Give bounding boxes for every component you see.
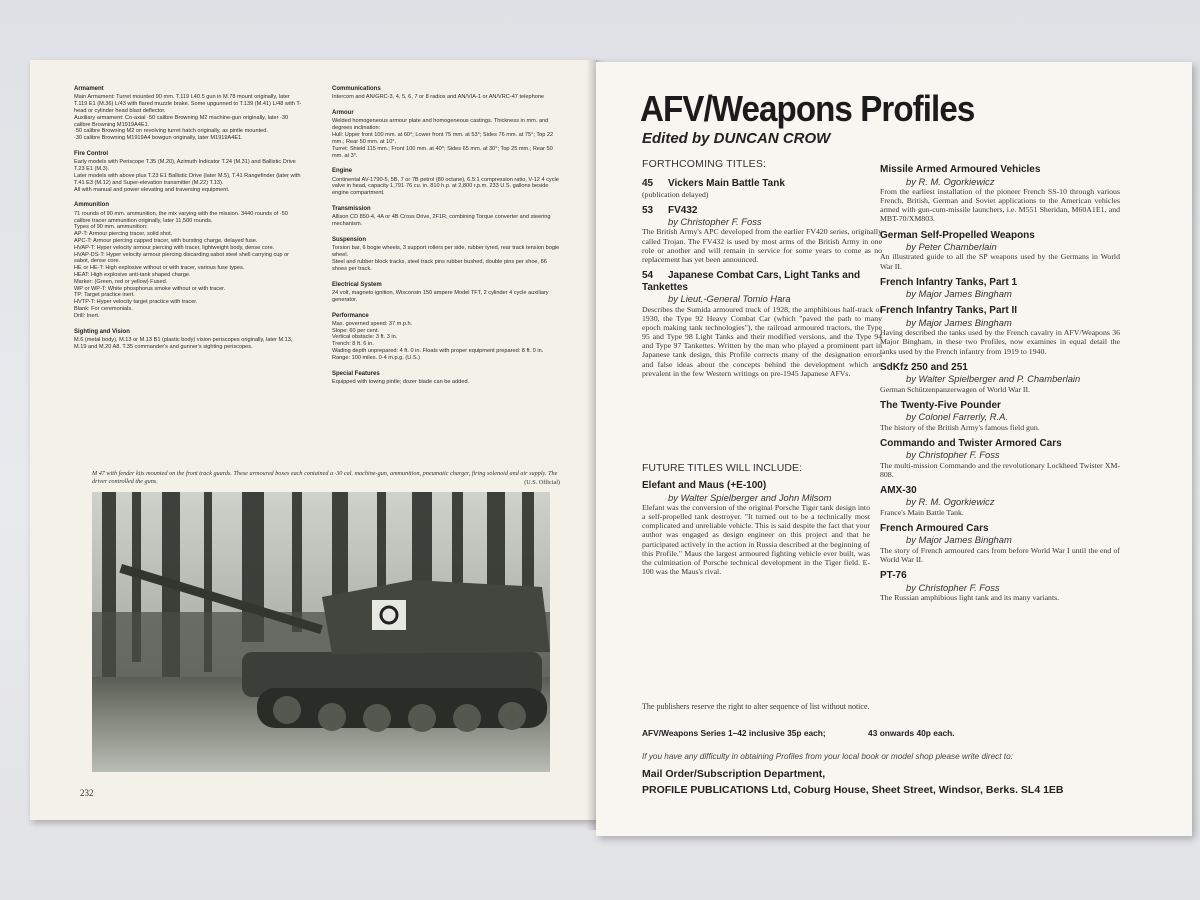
spec-section: [332, 86, 560, 101]
entry-author: by Christopher F. Foss: [906, 581, 1000, 593]
spec-heading: Electrical System: [332, 281, 382, 288]
entry-author: by Peter Chamberlain: [906, 241, 997, 253]
spec-line: AP-T: Armour piercing tracer, solid shot.: [74, 231, 173, 238]
series-title: AFV/Weapons Profiles: [640, 88, 975, 129]
spec-line: Blank: For ceremonials.: [74, 306, 133, 313]
spec-line: HVAP-DS-T: Hyper velocity armour piercing discarding sabot steel shell carrying cup or sabot, dense core.: [74, 251, 290, 265]
left-page: [30, 60, 596, 820]
spec-heading: Suspension: [332, 237, 367, 243]
spec-line: All with manual and power elevating and traversing equipment.: [74, 186, 230, 193]
title-entry: [880, 277, 1120, 300]
entry-title: German Self-Propelled Weapons: [880, 229, 1035, 241]
entry-number: 54: [642, 270, 654, 282]
spec-column-2: [332, 86, 560, 395]
entry-title: Missile Armed Armoured Vehicles: [880, 164, 1041, 175]
entry-author: by Christopher F. Foss: [668, 216, 762, 228]
entry-title: [642, 270, 882, 293]
entry-author: by Lieut.-General Tomio Hara: [668, 293, 791, 305]
entry-title: [642, 178, 882, 190]
spec-line: Slope: 60 per cent.: [332, 327, 379, 334]
title-entry: [880, 305, 1120, 355]
entry-title: AMX-30: [880, 484, 917, 496]
entry-description: From the earliest installation of the pioneer French SS-10 through various French, British, German and Soviet applications to the American vehicles armed with gun-cum-missile launchers, i.e. M551 Sheridan, M60A1E1, and MBT-70/XM803.: [880, 186, 1120, 224]
spec-section: [332, 282, 560, 304]
spec-column-1: [74, 86, 304, 360]
spec-line: Early models with Periscope T.35 (M.20), Azimuth Indicator T.24 (M.31) and Ballistic Drive T.23 E1 (M.3).: [74, 159, 296, 173]
tank-photo-illustration: [92, 492, 550, 772]
spec-line: Equipped with towing pintle; dozer blade can be added.: [332, 379, 470, 385]
entry-title: PT-76: [880, 570, 907, 582]
caption-credit: (U.S. Official): [524, 478, 560, 486]
entry-title: French Armoured Cars: [880, 522, 989, 534]
entry-title: The Twenty-Five Pounder: [880, 399, 1001, 411]
spec-section: [332, 168, 560, 197]
spec-section: [74, 86, 304, 142]
entry-number: 45: [642, 178, 654, 189]
spec-heading: Communications: [332, 86, 381, 92]
price-line: [642, 728, 995, 738]
spec-line: Wading depth unprepared: 4 ft. 0 in. Floats with proper equipment prepared: 8 ft. 0 in.: [332, 348, 544, 355]
entry-title: Elefant and Maus (+E-100): [642, 480, 767, 491]
spec-heading: Sighting and Vision: [74, 328, 130, 335]
mail-order-line: Mail Order/Subscription Department,: [642, 768, 826, 780]
title-entry: [880, 438, 1120, 479]
spec-heading: Armour: [332, 110, 354, 117]
spec-line: Later models with above plus T.23 E1 Ballistic Drive (later M.5), T.41 Rangefinder (later with T.41 E3 (M.12) and Super-elevation transmitter (M.22) T.13).: [74, 172, 301, 186]
entry-title: French Infantry Tanks, Part 1: [880, 276, 1018, 288]
spec-line: ·30 calibre Browning M1919A4 bowgun originally, later M1919A4E1.: [74, 135, 243, 142]
spec-section: [74, 202, 304, 319]
series-editor: Edited by DUNCAN CROW: [642, 130, 831, 147]
spec-line: Vertical obstacle: 3 ft. 3 in.: [332, 334, 398, 341]
spec-line: M.6 (metal body), M.13 or M.13 B1 (plastic body) vision periscopes originally, later M.13, M.19 and M.20 A8. T.35 commander's and gunner's sighting periscopes.: [74, 337, 293, 350]
entry-title: Commando and Twister Armored Cars: [880, 437, 1062, 449]
entry-description: Having described the tanks used by the French cavalry in AFV/Weapons 36 Major Bingham, in these two Profiles, now examines in equal detail the tanks used by the French infantry from 1919 to 1940.: [880, 328, 1120, 356]
spec-line: Max. governed speed: 37 m.p.h.: [332, 320, 413, 327]
entry-number: 53: [642, 204, 654, 216]
spec-line: HVAP-T: Hyper velocity armour piercing with tracer, lightweight body, dense core.: [74, 244, 275, 251]
spec-line: Hull: Upper front 100 mm. at 60°; Lower front 75 mm. at 53°; Sides 76 mm. at 75°; Top 22 mm.; Rear 50 mm. at 10°.: [332, 132, 554, 145]
spec-line: Turret: Shield 115 mm.; Front 100 mm. at 40°; Sides 65 mm. at 30°; Top 25 mm.; Rear 50 mm. at 3°.: [332, 145, 553, 159]
entry-description: The British Army's APC developed from the earlier FV420 series, originally called Trojan. The FV432 is used by most arms of the British Army in one role or another and will remain in service for some years to come as no replacement has yet been announced.: [642, 227, 882, 265]
entry-title: SdKfz 250 and 251: [880, 361, 968, 373]
tank-photo: [92, 492, 550, 772]
entry-description: (publication delayed): [642, 189, 709, 199]
spec-heading: Transmission: [332, 206, 371, 213]
photo-caption: [92, 470, 560, 486]
price-series-1-42: AFV/Weapons Series 1–42 inclusive 35p each;: [642, 728, 826, 738]
spec-line: 71 rounds of 90 mm. ammunition, the mix varying with the mission. 3440 rounds of ·50 calibre tracer ammunition originally, later 11,500 rounds.: [74, 210, 288, 224]
forthcoming-heading: FORTHCOMING TITLES:: [642, 158, 767, 170]
entry-description: The multi-mission Commando and the revolutionary Lockheed Twister XM-808.: [880, 460, 1120, 479]
spec-heading: Engine: [332, 168, 353, 175]
title-entry: [642, 205, 882, 265]
title-entry: [880, 523, 1120, 564]
spec-line: ·50 calibre Browning M2 on revolving turret hatch originally, as pintle mounted.: [74, 128, 268, 135]
title-entry: [880, 164, 1120, 224]
entry-description: German Schützenpanzerwagen of World War II.: [880, 384, 1031, 394]
entry-description: The story of French armoured cars from before World War I until the end of World War II.: [880, 545, 1120, 564]
caption-text: M 47 with fender kits mounted on the front track guards. These armoured boxes each contained a ·30 cal. machine-gun, ammunition, pneumatic charger, firing solenoid and air supply. The driver controlled the guns.: [92, 470, 558, 485]
entry-title: [642, 205, 882, 217]
spec-line: Trench: 8 ft. 6 in.: [332, 341, 374, 348]
page-number: 232: [80, 788, 94, 798]
spec-line: Continental AV-1790-5, 5B, 7 or 7B petrol (80 octane), 6.5:1 compression ratio, V-12 4 cycle valve in head, capacity 1,791·76 cu. in. 810 h.p. at 2,800 r.p.m. 233 U.S. gallons beside engine compartment.: [332, 176, 559, 197]
entry-author: by Major James Bingham: [906, 316, 1012, 328]
publisher-address: PROFILE PUBLICATIONS Ltd, Coburg House, Sheet Street, Windsor, Berks. SL4 1EB: [642, 784, 1064, 796]
spec-line: Types of 90 mm. ammunition:: [74, 224, 148, 231]
entry-title: French Infantry Tanks, Part II: [880, 305, 1018, 317]
spec-line: Drill: Inert.: [74, 312, 100, 319]
spec-section: [332, 206, 560, 228]
publisher-note: The publishers reserve the right to alter sequence of list without notice.: [642, 702, 870, 711]
spec-section: [74, 151, 304, 193]
title-entry: [880, 485, 1120, 517]
spec-line: 24 volt, magneto ignition, Wisconsin 150 ampere Model TFT, 2 cylinder 4 cycle auxiliary generator.: [332, 289, 549, 303]
future-titles-column: [642, 480, 870, 582]
difficulty-note: If you have any difficulty in obtaining Profiles from your local book or model shop please write direct to:: [642, 752, 1013, 761]
entry-description: Describes the Sumida armoured truck of 1928, the amphibious half-track of 1930, the Type 92 Heavy Combat Car (which "paved the path to many epoch making tank technologies"), the railroad armoured tractors, the Type 95 and Type 98 Light Tanks and their modified versions, and the Type 94 and Type 97 Tankettes. Written by the man who played a prominent part in Japanese tank design, this Profile corrects many of the designation errors and false ideas about the concepts behind the development which are prevalent in the few Western writings on pre-1945 Japanese AFVs.: [642, 304, 882, 378]
entry-author: by Walter Spielberger and John Milsom: [668, 491, 832, 503]
entry-description: France's Main Battle Tank.: [880, 507, 964, 517]
spec-section: [332, 110, 560, 159]
entry-author: by Major James Bingham: [906, 534, 1012, 546]
spec-line: HE or HE-T: High explosive without or with tracer, various fuse types.: [74, 265, 245, 272]
title-entry: [880, 400, 1120, 432]
entry-author: by Walter Spielberger and P. Chamberlain: [906, 373, 1081, 385]
spec-line: Welded homogeneous armour plate and homogeneous castings. Thickness in mm. and degrees inclination:: [332, 118, 549, 132]
entry-description: The history of the British Army's famous field gun.: [880, 422, 1040, 432]
spec-line: Steel and rubber block tracks, steel track pins rubber bushed, double pins per shoe, 86 shoes per track.: [332, 258, 547, 272]
forthcoming-right-column: [880, 164, 1120, 608]
entry-author: by R. M. Ogorkiewicz: [906, 496, 995, 508]
spec-section: [332, 313, 560, 362]
spec-line: HEAT: High explosive anti-tank shaped charge.: [74, 272, 191, 278]
spec-line: Torsion bar, 6 bogie wheels, 3 support rollers per side, rubber tyred, rear track tension bogie wheel.: [332, 245, 560, 259]
future-heading: FUTURE TITLES WILL INCLUDE:: [642, 462, 802, 474]
spec-line: Main Armament: Turret mounted 90 mm. T.119 L40.5 gun in M.78 mount originally, later T.119 E1 (M.36) L/43 with flared muzzle brake. Some upgunned to T.139 (M.41) L/48 with T-head or cylinder head blast deflector.: [74, 94, 302, 114]
entry-author: by Major James Bingham: [906, 288, 1012, 300]
forthcoming-left-column: [642, 178, 882, 384]
spec-heading: Armament: [74, 86, 104, 92]
entry-title-text: FV432: [668, 204, 698, 216]
entry-title-text: Vickers Main Battle Tank: [668, 178, 785, 189]
title-entry: [642, 480, 870, 576]
spec-line: Allison CD 850-4, 4A or 4B Cross Drive, 2F1R, combining Torque converter and steering mechanism.: [332, 214, 551, 228]
spec-line: APC-T: Armour piercing capped tracer, with bursting charge, delayed fuse.: [74, 237, 258, 244]
entry-author: by Colonel Farrerly, R.A.: [906, 411, 1008, 423]
spec-line: WP or WP-T: White phosphorus smoke without or with tracer.: [74, 285, 226, 292]
spec-line: Intercom and AN/GRC-3, 4, 5, 6, 7 or 8 radios and AN/VIA-1 or AN/VRC-47 telephone: [332, 94, 545, 101]
spec-line: Auxiliary armament: Co-axial ·50 calibre Browning M2 machine-gun originally, later ·30 calibre Browning M1919A4E1.: [74, 114, 289, 128]
entry-title-text: Japanese Combat Cars, Light Tanks and Tankettes: [642, 270, 861, 293]
spec-section: [74, 329, 304, 351]
title-entry: [642, 270, 882, 378]
spec-line: HVTP-T: Hyper velocity target practice with tracer.: [74, 299, 198, 306]
title-entry: [880, 570, 1120, 602]
spec-section: [332, 371, 560, 386]
entry-description: An illustrated guide to all the SP weapons used by the Germans in World War II.: [880, 252, 1120, 271]
price-series-43-onwards: 43 onwards 40p each.: [868, 728, 955, 738]
entry-author: by Christopher F. Foss: [906, 449, 1000, 461]
right-page: [596, 62, 1192, 836]
spec-heading: Performance: [332, 312, 369, 319]
entry-author: by R. M. Ogorkiewicz: [906, 175, 995, 187]
spec-line: TP: Target practice inert.: [74, 292, 135, 299]
spec-heading: Ammunition: [74, 202, 109, 209]
spec-section: [332, 237, 560, 273]
entry-description: The Russian amphibious light tank and its many variants.: [880, 592, 1060, 602]
spec-line: Marker: (Green, red or yellow) Fused.: [74, 278, 168, 285]
spec-heading: Fire Control: [74, 151, 108, 157]
spec-line: Range: 100 miles. 0·4 m.p.g. (U.S.): [332, 354, 420, 361]
title-entry: [880, 230, 1120, 271]
entry-description: Elefant was the conversion of the original Porsche Tiger tank design into a self-propelled tank destroyer. "It turned out to be a technically most complicated and unreliable vehicle. This is said despite the fact that your author was engaged as design engineer on this project and that he participated actively in the action in Russia described at the beginning of this Profile." Maus the largest armoured fighting vehicle ever built, was the culmination of Porsche technical development in the Tiger field. E-100 was the Maus's rival.: [642, 502, 870, 577]
spec-heading: Special Features: [332, 370, 380, 377]
title-entry: [880, 362, 1120, 394]
title-entry: [642, 178, 882, 199]
